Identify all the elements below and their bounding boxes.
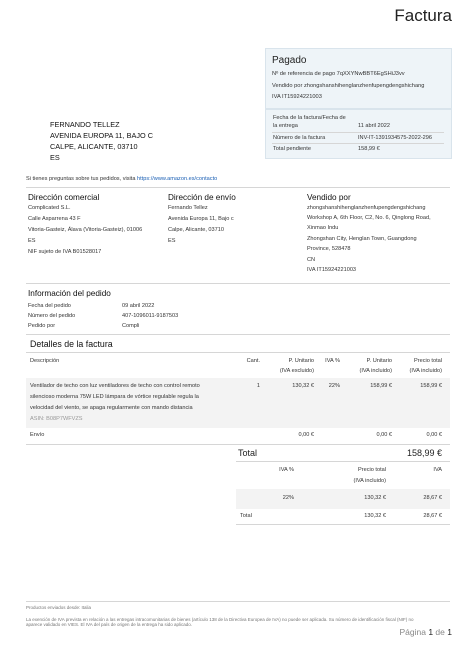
order-number-label: Número del pedido	[28, 313, 76, 319]
item-desc-line: velocidad del viento, se apaga regularmente con mando distancia	[30, 405, 193, 411]
invoice-title: Factura	[394, 6, 452, 25]
total-value: 158,99 €	[406, 448, 442, 458]
iva-col-header: IVA	[433, 467, 442, 473]
order-date-label: Fecha del pedido	[28, 303, 71, 309]
col-unit-ex-1: P. Unitario	[288, 358, 314, 364]
shipping-title: Dirección de envío	[168, 193, 236, 202]
shipping-row-label: Envío	[30, 432, 45, 438]
col-description: Descripción	[30, 358, 60, 364]
paid-title: Pagado	[272, 55, 307, 66]
shipping-line: Calpe, Alicante, 03710	[168, 227, 224, 233]
shipping-line: ES	[168, 238, 176, 244]
total-due-label: Total pendiente	[273, 146, 311, 152]
payment-seller: Vendido por zhongshanshihenglanzhenfupengdengshichang	[272, 83, 425, 89]
shipping-unit-in: 0,00 €	[376, 432, 392, 438]
shipping-line: Avenida Europa 11, Bajo c	[168, 216, 234, 222]
invoice-date-label: Fecha de la factura/Fecha de	[273, 115, 346, 121]
ordered-by-value: Compli	[122, 323, 140, 329]
page-of: de	[435, 627, 445, 637]
billing-line: Calle Asparrena 43 F	[28, 216, 81, 222]
payment-vat: IVA IT15924221003	[272, 94, 322, 100]
shipping-total: 0,00 €	[426, 432, 442, 438]
seller-line: Province, 528478	[307, 246, 351, 252]
seller-line: CN	[307, 257, 316, 263]
vat-note-2: aparece validado en VIES. El IVA del país de origen de la entrega ha sido aplicado.	[26, 622, 193, 627]
vat-row-price: 130,32 €	[364, 495, 386, 501]
invoice-date-label-2: la entrega	[273, 123, 298, 129]
vat-col-header: IVA %	[279, 467, 294, 473]
vat-sum-iva: 28,67 €	[423, 513, 442, 519]
item-qty: 1	[256, 383, 260, 389]
billing-line: Vitoria-Gasteiz, Álava (Vitoria-Gasteiz), 01006	[28, 227, 143, 233]
vat-note-1: La exención de IVA prevista en relación a las entregas intracomunitarias de bienes (artículo 138 de la Directiva Europea de IVA) no puede ser aplicada. Su número de identificación fiscal (NIF) no	[26, 617, 414, 622]
col-total-1: Precio total	[414, 358, 442, 364]
order-date-value: 09 abril 2022	[122, 303, 155, 309]
invoice-date-value: 11 abril 2022	[358, 123, 390, 129]
seller-line: Workshop A, 6th Floor, C2, No. 6, Qinglong Road,	[307, 215, 431, 221]
page-total: 1	[447, 627, 452, 637]
price-col-header-1: Precio total	[358, 467, 386, 473]
customer-name: FERNANDO TELLEZ	[50, 120, 120, 129]
page-word: Página	[399, 627, 426, 637]
invoice-number-label: Número de la factura	[273, 135, 326, 141]
vat-row-iva: 28,67 €	[423, 495, 442, 501]
item-unit-ex: 130,32 €	[292, 383, 314, 389]
item-desc-line: silencioso moderna 75W LED lámpara de vórtice regulable regula la	[30, 394, 199, 400]
billing-line: ES	[28, 238, 36, 244]
seller-line: IVA IT15924221003	[307, 267, 357, 273]
billing-line: Complicated S.L.	[28, 205, 71, 211]
total-label: Total	[238, 448, 258, 458]
billing-title: Dirección comercial	[28, 193, 100, 202]
seller-line: zhongshanshihenglanzhenfupengdengshichang	[307, 205, 426, 211]
item-total: 158,99 €	[420, 383, 442, 389]
order-number-value: 407-1096011-9187503	[122, 313, 179, 319]
item-vat: 22%	[328, 383, 340, 389]
vat-row-rate: 22%	[282, 495, 294, 501]
seller-line: Xinmao Indu	[307, 225, 339, 231]
contact-link[interactable]: https://www.amazon.es/contacto	[137, 176, 218, 182]
item-unit-in: 158,99 €	[370, 383, 392, 389]
customer-address-line2: CALPE, ALICANTE, 03710	[50, 142, 138, 151]
col-quantity: Cant.	[246, 358, 260, 364]
col-unit-in-1: P. Unitario	[366, 358, 392, 364]
payment-reference: Nº de referencia de pago 7qXXYNwBBT6EgSHiJ3vv	[272, 71, 405, 77]
billing-line: NIF sujeto de IVA B01528017	[28, 249, 102, 255]
col-total-2: (IVA incluido)	[409, 368, 442, 374]
invoice-number-value: INV-IT-1391934575-2022-296	[358, 135, 433, 141]
price-col-header-2: (IVA incluido)	[353, 478, 386, 484]
shipping-unit-ex: 0,00 €	[298, 432, 314, 438]
shipping-line: Fernando Tellez	[168, 205, 208, 211]
contact-line	[26, 176, 217, 182]
customer-country: ES	[50, 153, 60, 162]
vat-sum-price: 130,32 €	[364, 513, 386, 519]
page-number: 1	[428, 627, 434, 637]
details-title: Detalles de la factura	[30, 339, 113, 349]
ordered-by-label: Pedido por	[28, 323, 56, 329]
seller-title: Vendido por	[307, 193, 351, 202]
shipped-from: Productos enviados desde: Italia	[26, 605, 92, 610]
col-unit-in-2: (IVA incluido)	[359, 368, 392, 374]
item-desc-line: Ventilador de techo con luz ventiladores de techo con control remoto	[30, 383, 200, 389]
col-unit-ex-2: (IVA excluido)	[279, 368, 314, 374]
customer-address-line1: AVENIDA EUROPA 11, BAJO C	[50, 131, 153, 140]
order-title: Información del pedido	[28, 289, 111, 298]
total-due-value: 158,99 €	[358, 146, 380, 152]
col-vat: IVA %	[325, 358, 340, 364]
contact-text: Si tienes preguntas sobre tus pedidos, visita	[26, 176, 136, 182]
vat-sum-label: Total	[240, 513, 252, 519]
page-indicator	[399, 627, 452, 637]
seller-line: Zhongshan City, Henglan Town, Guangdong	[307, 236, 417, 242]
item-asin: ASIN: B08P7WFVZS	[30, 416, 83, 422]
